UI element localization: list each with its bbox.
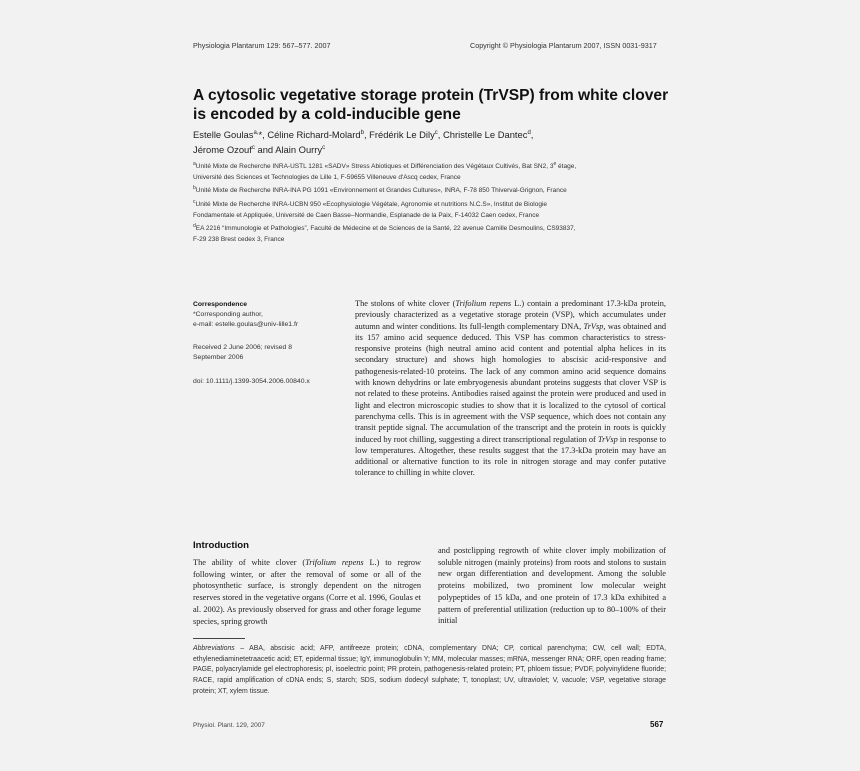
affiliation-line — [193, 183, 663, 197]
affiliation-mark: a — [193, 161, 196, 167]
affiliation-mark: b — [193, 185, 196, 192]
affiliation-text: Unité Mixte de Recherche INRA-UCBN 950 «Ecophysiologie Végétale, Agronomie et nutritions N.C.S», Institut de Biologie — [195, 201, 548, 209]
ordinal-mark: e — [553, 161, 557, 167]
gene-name: TrVsp — [583, 321, 604, 331]
correspondence-label: Correspondence — [193, 301, 248, 308]
affiliation-mark: a, — [253, 130, 259, 136]
affiliation-mark: d — [527, 130, 531, 136]
affiliation-line — [193, 173, 663, 184]
abstract-text: , was obtained and its 157 amino acid sequence deduced. This VSP has common characteristics to stress-responsive proteins (high neutral amino acid content and potential alpha helices in its secondary structure) and shows high homologies to abscisic acid-responsive and pathogenesis-related-10 proteins. The lack of any common amino acid sequence domains with known dehydrins or late embryogenesis abundant proteins suggests that clover VSP is not related to these proteins. Antibodies raised against the protein were produced and used in light and electron microscopic studies to show that it is localized to the cytosol of cortical parenchyma cells. This is in agreement with the VSP sequence, which does not contain any transit peptide signal. The accumulation of the transcript and the protein in roots is quickly induced by root chilling, suggesting a direct transcriptional regulation of — [355, 321, 666, 444]
affiliation-line — [193, 197, 663, 211]
abbreviations-label: Abbreviations — [193, 645, 235, 652]
affiliation-text: Unité Mixte de Recherche INRA-INA PG 1091 «Environnement et Grandes Cultures», INRA, F-78 850 Thiverval-Grignon, France — [195, 187, 567, 195]
affiliation-text: étage, — [556, 163, 577, 171]
abstract-text: The stolons of white clover ( — [355, 299, 456, 308]
affiliation-line — [193, 221, 663, 235]
author-name: , Christelle Le Dantec — [437, 129, 528, 141]
correspondence-sidebar — [193, 300, 338, 387]
affiliation-mark: b — [360, 130, 364, 136]
species-name: Trifolium repens — [305, 558, 364, 567]
author-name: Jérome Ozouf — [193, 143, 252, 155]
corresponding-author: *Corresponding author, — [193, 310, 263, 318]
affiliation-text: EA 2216 “Immunologie et Pathologies”, Faculté de Médecine et de Sciences de la Santé, 22 avenue Camille Desmoulins, CS93837, — [195, 225, 576, 233]
affiliations — [193, 159, 663, 246]
species-name: Trifolium repens — [455, 299, 512, 308]
footer-citation: Physiol. Plant. 129, 2007 — [193, 722, 265, 729]
affiliation-line — [193, 235, 663, 246]
affiliation-mark: c — [251, 144, 255, 151]
introduction-column-right: and postclipping regrowth of white clover imply mobilization of soluble nitrogen (mainly proteins) from roots and stolons to sustain new organ differentiation and development. Among the soluble proteins mobilized, two prominent low molecular weight polypeptides of 15 kDa, and one protein of 17.3 kDa exhibited a pattern of preferential utilization (reduction up to 80–100% of their initial — [438, 546, 666, 626]
introduction-column-left — [193, 557, 421, 627]
abbreviations-footnote — [193, 644, 666, 698]
page-number: 567 — [650, 720, 664, 729]
abstract — [355, 298, 666, 479]
email-link[interactable]: e-mail: estelle.goulas@univ-lille1.fr — [193, 320, 299, 328]
abbreviations-text: – ABA, abscisic acid; AFP, antifreeze protein; cDNA, complementary DNA; CP, cortical parenchyma; CW, cell wall; EDTA, ethylenediaminetetraacetic acid; ET, epidermal tissue; IgY, immunoglobulin Y; MM, molecular masses; mRNA, messenger RNA; ORF, open reading frame; PAGE, polyacrylamide gel electrophoresis; pI, isoelectric point; PR protein, pathogenesis-related protein; PT, phloem tissue; PVDF, polyvinylidene fluoride; RACE, rapid amplification of cDNA ends; S, starch; SDS, sodium dodecyl sulphate; T, tonoplast; UV, ultraviolet; V, vacuole; VSP, vegetative storage protein; XT, xylem tissue. — [193, 645, 666, 695]
body-text: The ability of white clover ( — [193, 558, 306, 567]
introduction-heading: Introduction — [193, 540, 249, 551]
gene-name: TrVsp — [597, 434, 618, 444]
affiliation-text: F-29 238 Brest cedex 3, France — [193, 236, 285, 244]
affiliation-text: Université des Sciences et Technologies de Lille 1, F-59655 Villeneuve d'Ascq cedex, France — [193, 173, 461, 181]
article-title: A cytosolic vegetative storage protein (TrVSP) from white clover is encoded by a cold-inducible gene — [193, 87, 669, 123]
affiliation-line — [193, 159, 663, 173]
affiliation-mark: c — [193, 199, 196, 206]
abstract-text: L.) contain a predominant 17.3-kDa protein, previously characterized as a vegetative storage protein (VSP), which accumulates under autumn and winter conditions. Its full-length complementary DNA, — [355, 299, 666, 331]
journal-reference: Physiologia Plantarum 129: 567–577. 2007 — [193, 41, 331, 50]
abstract-text: in response to low temperatures. Altogether, these results suggest that the 17.3-kDa protein may have an additional or alternative function to its role in nitrogen storage and may confer putative tolerance to chilling in white clover. — [355, 434, 666, 478]
affiliation-mark: d — [193, 223, 196, 230]
affiliation-mark: c — [322, 144, 326, 151]
author-separator: , — [530, 129, 534, 141]
affiliation-text: Unité Mixte de Recherche INRA-USTL 1281 «SADV» Stress Abiotiques et Différenciation des Végétaux Cultivés, Bat SN2, 3 — [195, 163, 554, 171]
author-name: and Alain Ourry — [254, 143, 323, 155]
affiliation-text: Fondamentale et Appliquée, Université de Caen Basse–Normandie, Esplanade de la Paix, F-14032 Caen cedex, France — [193, 211, 540, 219]
revised-date: September 2006 — [193, 354, 244, 362]
affiliation-mark: c — [434, 130, 438, 136]
author-name: *, Céline Richard-Molard — [258, 129, 361, 141]
received-date: Received 2 June 2006; revised 8 — [193, 344, 292, 352]
author-name: , Frédérik Le Dily — [363, 129, 435, 141]
author-name: Estelle Goulas — [193, 129, 254, 141]
copyright-notice: Copyright © Physiologia Plantarum 2007, ISSN 0031-9317 — [470, 41, 657, 50]
author-list — [193, 127, 673, 156]
doi-link[interactable]: doi: 10.1111/j.1399-3054.2006.00840.x — [193, 377, 310, 385]
footnote-divider — [193, 638, 245, 639]
affiliation-line — [193, 211, 663, 222]
body-text: L.) to regrow following winter, or after the removal of some or all of the photosynthetic surface, is strongly dependent on the nitrogen reserves stored in the vegetative organs (Corre et al. 1996, Goulas et al. 2002). As previously observed for grass and other forage legume species, spring growth — [193, 558, 421, 626]
